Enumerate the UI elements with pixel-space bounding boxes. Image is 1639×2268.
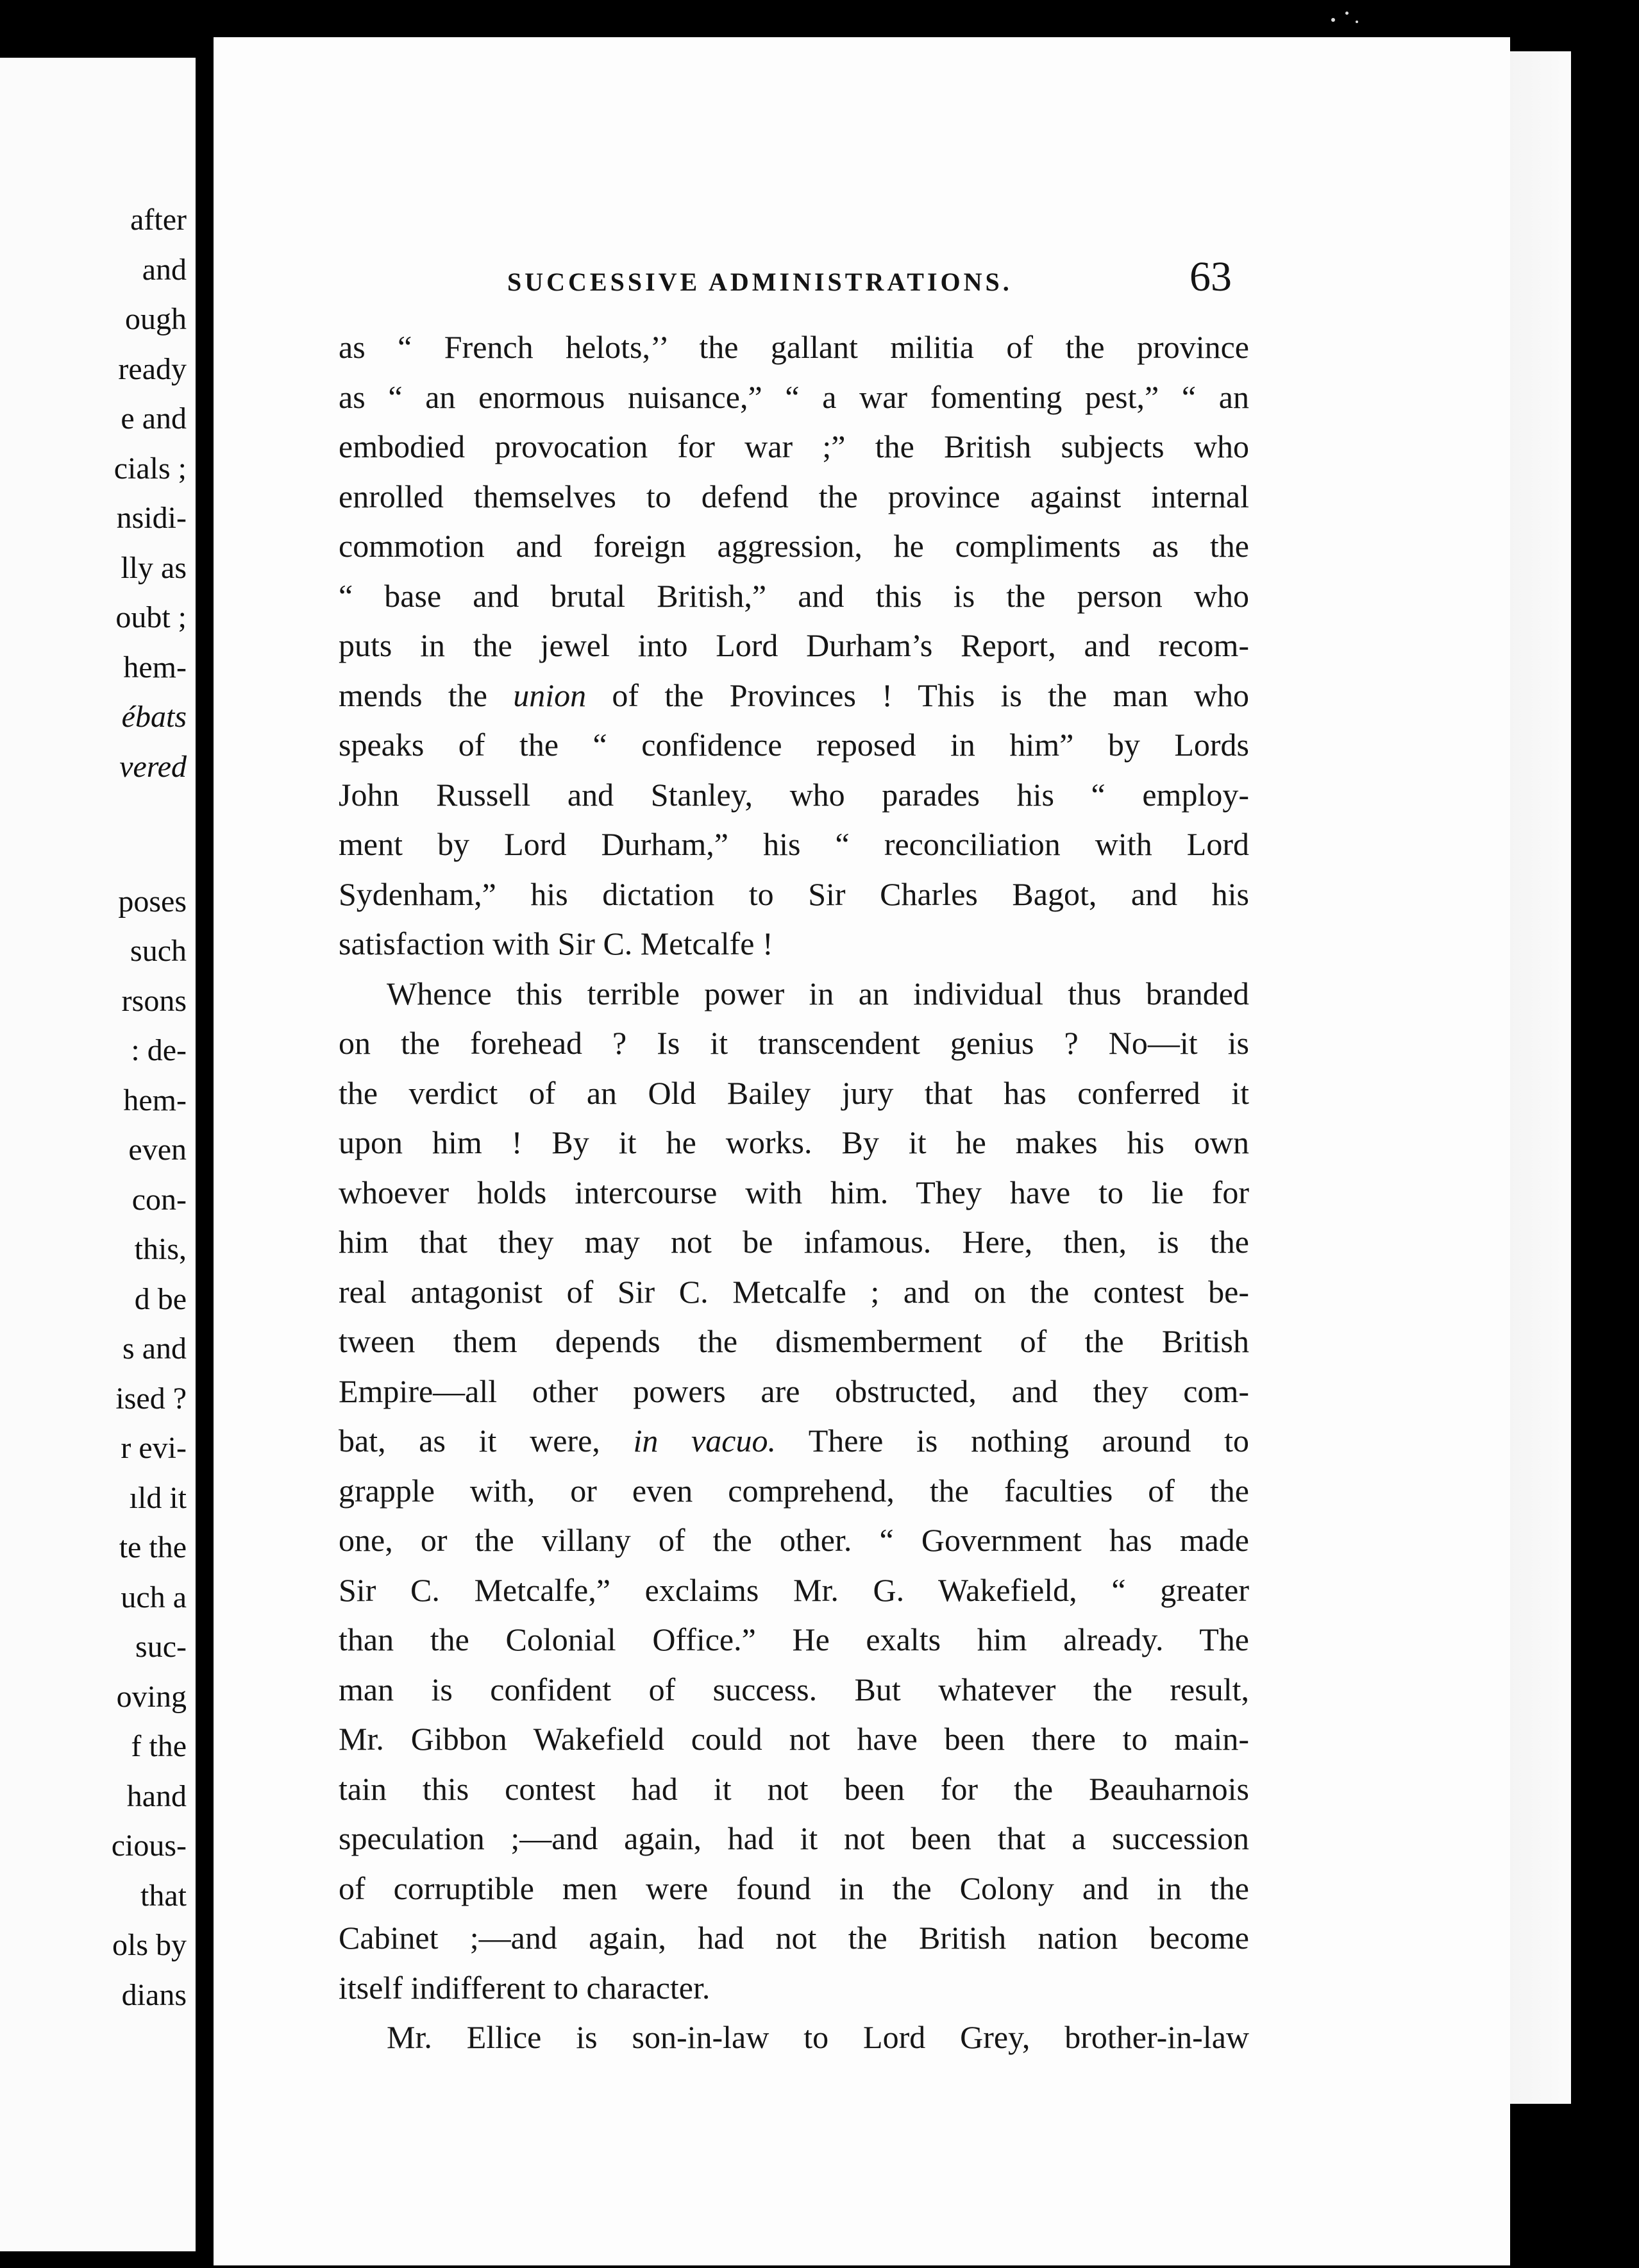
text-line: as “ an enormous nuisance,” “ a war fomenting pest,” “ an bbox=[339, 378, 1249, 415]
text-line: whoever holds intercourse with him. They have to lie for bbox=[339, 1174, 1249, 1210]
facing-page-fragment: hand bbox=[126, 1779, 187, 1813]
facing-page-fragment: ıld it bbox=[129, 1480, 187, 1515]
facing-page-fragment: d be bbox=[134, 1282, 187, 1316]
facing-page-fragment: ols by bbox=[112, 1928, 187, 1962]
text-line: one, or the villany of the other. “ Government has made bbox=[339, 1522, 1249, 1558]
text-run: mends the bbox=[339, 677, 514, 713]
text-line: speaks of the “ confidence reposed in him” by Lords bbox=[339, 727, 1249, 763]
text-line: tween them depends the dismemberment of the British bbox=[339, 1323, 1249, 1359]
text-line: as “ French helots,’’ the gallant militia of the province bbox=[339, 329, 1249, 365]
text-line: itself indifferent to character. bbox=[339, 1969, 710, 2006]
facing-page-fragment: f the bbox=[131, 1729, 187, 1763]
facing-page-fragment: lly as bbox=[121, 550, 187, 585]
facing-page-fragment: poses bbox=[118, 884, 187, 918]
italic-word: union bbox=[513, 677, 587, 713]
text-line: satisfaction with Sir C. Metcalfe ! bbox=[339, 926, 773, 961]
text-line bbox=[339, 671, 1249, 721]
facing-page-fragment: after bbox=[130, 203, 187, 237]
facing-page-fragment: nsidi- bbox=[116, 501, 187, 535]
text-line: man is confident of success. But whatever the result, bbox=[339, 1671, 1249, 1707]
facing-page-fragment: such bbox=[130, 934, 187, 968]
facing-page-fragment: con- bbox=[131, 1182, 187, 1217]
speck bbox=[1331, 18, 1335, 22]
facing-page-fragment: e and bbox=[121, 402, 187, 436]
facing-page-fragment: ready bbox=[118, 351, 187, 386]
facing-page-fragment: cials ; bbox=[113, 451, 187, 486]
facing-page-fragment: hem- bbox=[123, 1083, 187, 1117]
facing-page-fragment: dians bbox=[121, 1977, 187, 2012]
facing-page-fragment: oving bbox=[116, 1679, 187, 1714]
speck bbox=[1356, 21, 1358, 23]
facing-page-fragment: : de- bbox=[131, 1033, 187, 1067]
text-line: real antagonist of Sir C. Metcalfe ; and on the contest be- bbox=[339, 1273, 1249, 1310]
text-line: than the Colonial Office.” He exalts him already. The bbox=[339, 1621, 1249, 1657]
text-line: commotion and foreign aggression, he compliments as the bbox=[339, 528, 1249, 564]
text-line: ment by Lord Durham,” his “ reconciliation with Lord bbox=[339, 826, 1249, 862]
book-page bbox=[214, 37, 1510, 2265]
text-line: speculation ;—and again, had it not been that a succession bbox=[339, 1820, 1249, 1856]
text-line: tain this contest had it not been for the Beauharnois bbox=[339, 1770, 1249, 1807]
text-line: Whence this terrible power in an individual thus branded bbox=[387, 975, 1249, 1011]
text-line: Cabinet ;—and again, had not the British nation become bbox=[339, 1920, 1249, 1956]
text-line: Sydenham,” his dictation to Sir Charles Bagot, and his bbox=[339, 876, 1249, 912]
facing-page-fragment: and bbox=[142, 252, 187, 287]
text-line: John Russell and Stanley, who parades his “ employ- bbox=[339, 776, 1249, 813]
facing-page-fragment: te the bbox=[119, 1530, 187, 1564]
text-line: upon him ! By it he works. By it he makes his own bbox=[339, 1124, 1249, 1160]
facing-page-fragment: rsons bbox=[121, 983, 187, 1018]
text-line: grapple with, or even comprehend, the faculties of the bbox=[339, 1472, 1249, 1509]
text-line: embodied provocation for war ;” the British subjects who bbox=[339, 428, 1249, 464]
facing-page-fragment: cious- bbox=[111, 1829, 187, 1863]
text-run: bat, as it were, bbox=[339, 1423, 634, 1459]
text-line: of corruptible men were found in the Colony and in the bbox=[339, 1870, 1249, 1906]
text-line: Empire—all other powers are obstructed, and they com- bbox=[339, 1373, 1249, 1409]
facing-page-fragment: ised ? bbox=[115, 1381, 187, 1416]
body-text bbox=[339, 323, 1249, 2063]
facing-page-fragment: uch a bbox=[121, 1580, 187, 1614]
speck bbox=[1345, 12, 1349, 15]
scan-specks bbox=[1327, 6, 1366, 32]
italic-word: in vacuo. bbox=[633, 1423, 776, 1459]
facing-page-fragment: ébats bbox=[121, 700, 187, 734]
text-line: Mr. Gibbon Wakefield could not have been there to main- bbox=[339, 1721, 1249, 1757]
facing-page-fragment: this, bbox=[134, 1232, 187, 1266]
text-line: on the forehead ? Is it transcendent genius ? No—it is bbox=[339, 1025, 1249, 1061]
facing-page-fragment: oubt ; bbox=[115, 600, 187, 634]
text-line bbox=[339, 1416, 1249, 1466]
page-number: 63 bbox=[1189, 253, 1232, 300]
facing-page-fragment: suc- bbox=[135, 1630, 187, 1664]
text-run: There is nothing around to bbox=[775, 1423, 1249, 1459]
text-line: puts in the jewel into Lord Durham’s Report, and recom- bbox=[339, 627, 1249, 663]
facing-page-fragment: that bbox=[140, 1878, 187, 1913]
facing-page-fragment: hem- bbox=[123, 650, 187, 684]
facing-page-fragment: vered bbox=[119, 749, 187, 784]
running-head bbox=[214, 230, 1510, 300]
facing-page-fragment: s and bbox=[122, 1332, 187, 1366]
facing-page-left bbox=[0, 58, 196, 2251]
facing-page-fragment: r evi- bbox=[121, 1431, 187, 1465]
running-title: SUCCESSIVE ADMINISTRATIONS. bbox=[507, 267, 1013, 296]
text-run: of the Provinces ! This is the man who bbox=[586, 677, 1249, 713]
text-line: him that they may not be infamous. Here, then, is the bbox=[339, 1224, 1249, 1260]
facing-page-fragment: even bbox=[128, 1133, 187, 1167]
text-line: Mr. Ellice is son-in-law to Lord Grey, brother-in-law bbox=[387, 2019, 1249, 2055]
text-line: Sir C. Metcalfe,” exclaims Mr. G. Wakefield, “ greater bbox=[339, 1571, 1249, 1608]
text-line: the verdict of an Old Bailey jury that has conferred it bbox=[339, 1074, 1249, 1111]
text-line: “ base and brutal British,” and this is the person who bbox=[339, 577, 1249, 614]
text-line: enrolled themselves to defend the province against internal bbox=[339, 478, 1249, 514]
facing-page-fragment: ough bbox=[125, 302, 187, 336]
